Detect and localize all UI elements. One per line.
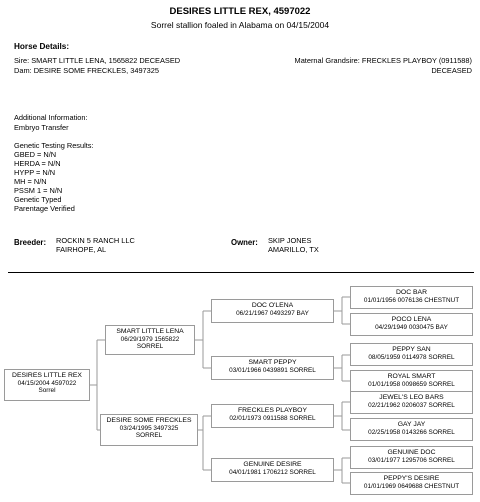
breeder-location: FAIRHOPE, AL [56, 245, 107, 254]
pedigree-sire-dam [211, 356, 334, 380]
sire-line: Sire: SMART LITTLE LENA, 1565822 DECEASED [14, 56, 181, 65]
genetic-result-pssm1: PSSM 1 = N/N [14, 186, 63, 195]
pedigree-gen4-4 [350, 370, 473, 393]
pedigree-gen3-info: 04/01/1981 1706212 SORREL [229, 468, 316, 476]
pedigree-gen4-1 [350, 286, 473, 309]
pedigree-sire-info: 06/29/1979 1565822 [120, 335, 180, 343]
page-subtitle: Sorrel stallion foaled in Alabama on 04/15/2004 [150, 20, 330, 30]
breeder-label: Breeder: [14, 238, 47, 247]
genetic-result-herda: HERDA = N/N [14, 159, 61, 168]
owner-label: Owner: [231, 238, 258, 247]
maternal-grandsire-status: DECEASED [431, 66, 472, 75]
pedigree-gen4-info: 01/01/1958 0098659 SORREL [368, 380, 455, 388]
pedigree-gen4-info: 03/01/1977 1295706 SORREL [368, 456, 455, 464]
pedigree-gen4-name: ROYAL SMART [387, 373, 436, 380]
pedigree-gen4-2 [350, 313, 473, 336]
pedigree-gen4-name: GAY JAY [397, 421, 426, 428]
pedigree-gen4-info: 01/01/1969 0649688 CHESTNUT [363, 482, 460, 490]
pedigree-dam-info: 03/24/1995 3497325 [119, 424, 179, 432]
pedigree-sire-name: SMART LITTLE LENA [116, 328, 184, 335]
genetic-result-mh: MH = N/N [14, 177, 47, 186]
pedigree-gen4-info: 02/21/1962 0206037 SORREL [368, 401, 455, 409]
pedigree-dam-dam [211, 458, 334, 482]
genetic-result-hypp: HYPP = N/N [14, 168, 56, 177]
maternal-grandsire-line: Maternal Grandsire: FRECKLES PLAYBOY (0911588) [294, 56, 472, 65]
pedigree-sire-sire [211, 299, 334, 323]
parentage-verified: Parentage Verified [14, 204, 75, 213]
pedigree-gen4-info: 08/05/1959 0114978 SORREL [368, 353, 455, 361]
pedigree-gen3-name: SMART PEPPY [248, 359, 297, 366]
pedigree-gen4-8 [350, 472, 473, 495]
pedigree-gen4-info: 02/25/1958 0143266 SORREL [368, 428, 455, 436]
pedigree-gen4-name: PEPPY'S DESIRE [383, 475, 440, 482]
pedigree-subject-color: Sorrel [38, 387, 56, 395]
pedigree-subject-info: 04/15/2004 4597022 [17, 379, 77, 387]
pedigree-gen4-3 [350, 343, 473, 366]
pedigree-gen4-7 [350, 446, 473, 469]
pedigree-dam-color: SORREL [135, 432, 163, 440]
pedigree-gen4-6 [350, 418, 473, 441]
pedigree-dam [100, 414, 198, 446]
genetic-testing-heading: Genetic Testing Results: [14, 141, 94, 150]
pedigree-gen4-name: POCO LENA [391, 316, 432, 323]
owner-name: SKIP JONES [268, 236, 312, 245]
pedigree-gen4-name: GENUINE DOC [387, 449, 436, 456]
pedigree-gen4-5 [350, 391, 473, 414]
pedigree-dam-name: DESIRE SOME FRECKLES [106, 417, 192, 424]
additional-info-item: Embryo Transfer [14, 123, 69, 132]
pedigree-gen3-info: 02/01/1973 0911588 SORREL [229, 414, 316, 422]
pedigree-gen4-info: 04/29/1949 0030475 BAY [375, 323, 448, 331]
pedigree-gen3-info: 03/01/1966 0439891 SORREL [229, 366, 316, 374]
pedigree-gen4-name: DOC BAR [396, 289, 427, 296]
horse-details-heading: Horse Details: [14, 42, 70, 51]
dam-line: Dam: DESIRE SOME FRECKLES, 3497325 [14, 66, 159, 75]
pedigree-subject-name: DESIRES LITTLE REX [12, 372, 82, 379]
pedigree-gen3-info: 06/21/1967 0493297 BAY [236, 309, 309, 317]
pedigree-gen3-name: FRECKLES PLAYBOY [237, 407, 307, 414]
pedigree-gen3-name: DOC O'LENA [251, 302, 294, 309]
pedigree-sire-color: SORREL [136, 343, 164, 351]
genetic-typed: Genetic Typed [14, 195, 62, 204]
owner-location: AMARILLO, TX [268, 245, 319, 254]
pedigree-gen3-name: GENUINE DESIRE [243, 461, 302, 468]
pedigree-sire [105, 325, 195, 355]
pedigree-gen4-info: 01/01/1956 0076136 CHESTNUT [363, 296, 460, 304]
genetic-result-gbed: GBED = N/N [14, 150, 57, 159]
pedigree-gen4-name: JEWEL'S LEO BARS [379, 394, 444, 401]
pedigree-subject [4, 369, 90, 401]
pedigree-gen4-name: PEPPY SAN [392, 346, 431, 353]
breeder-name: ROCKIN 5 RANCH LLC [56, 236, 135, 245]
page-title: DESIRES LITTLE REX, 4597022 [169, 6, 311, 17]
pedigree-dam-sire [211, 404, 334, 428]
additional-info-heading: Additional Information: [14, 113, 88, 122]
